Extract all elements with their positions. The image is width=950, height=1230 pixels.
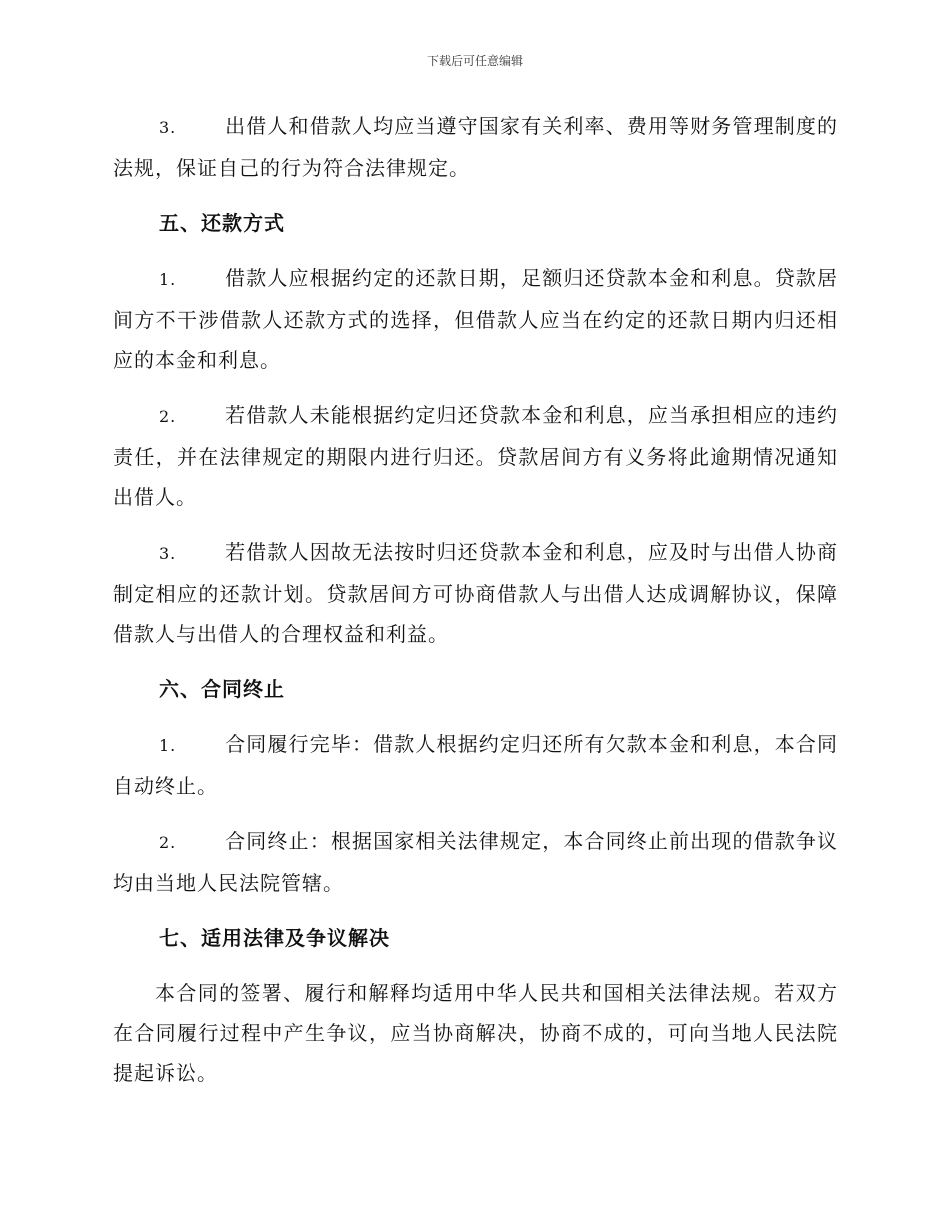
- clause-number: 1.: [159, 736, 177, 755]
- clause-4-3: [113, 106, 838, 188]
- clause-text: 若借款人因故无法按时归还贷款本金和利息，应及时与出借人协商制定相应的还款计划。贷款居间方可协商借款人与出借人达成调解协议，保障借款人与出借人的合理权益和利益。: [113, 540, 838, 646]
- clause-text: 合同履行完毕：借款人根据约定归还所有欠款本金和利息，本合同自动终止。: [113, 732, 838, 798]
- clause-number: 2.: [159, 833, 177, 852]
- clause-text: 若借款人未能根据约定归还贷款本金和利息，应当承担相应的违约责任，并在法律规定的期限内进行归还。贷款居间方有义务将此逾期情况通知出借人。: [113, 403, 838, 509]
- page-header-note: 下载后可任意编辑: [426, 54, 523, 68]
- clause-5-2: [113, 395, 838, 517]
- clause-text: 合同终止：根据国家相关法律规定，本合同终止前出现的借款争议均由当地人民法院管辖。: [113, 829, 838, 895]
- clause-text: 出借人和借款人均应当遵守国家有关利率、费用等财务管理制度的法规，保证自己的行为符合法律规定。: [113, 114, 838, 180]
- clause-number: 3.: [159, 544, 177, 563]
- section-heading-applicable-law: 七、适用法律及争议解决: [159, 926, 390, 950]
- clause-text: 借款人应根据约定的还款日期，足额归还贷款本金和利息。贷款居间方不干涉借款人还款方式的选择，但借款人应当在约定的还款日期内归还相应的本金和利息。: [113, 266, 838, 372]
- clause-number: 1.: [159, 270, 177, 289]
- clause-5-3: [113, 532, 838, 654]
- clause-7-body: 本合同的签署、履行和解释均适用中华人民共和国相关法律法规。若双方在合同履行过程中产生争议，应当协商解决，协商不成的，可向当地人民法院提起诉讼。: [113, 981, 838, 1085]
- section-heading-repayment: 五、还款方式: [159, 211, 285, 235]
- section-heading-termination: 六、合同终止: [159, 677, 285, 701]
- clause-number: 2.: [159, 407, 177, 426]
- clause-6-2: [113, 821, 838, 903]
- document-body: [113, 106, 838, 1108]
- clause-6-1: [113, 724, 838, 806]
- clause-5-1: [113, 258, 838, 380]
- clause-number: 3.: [159, 118, 177, 137]
